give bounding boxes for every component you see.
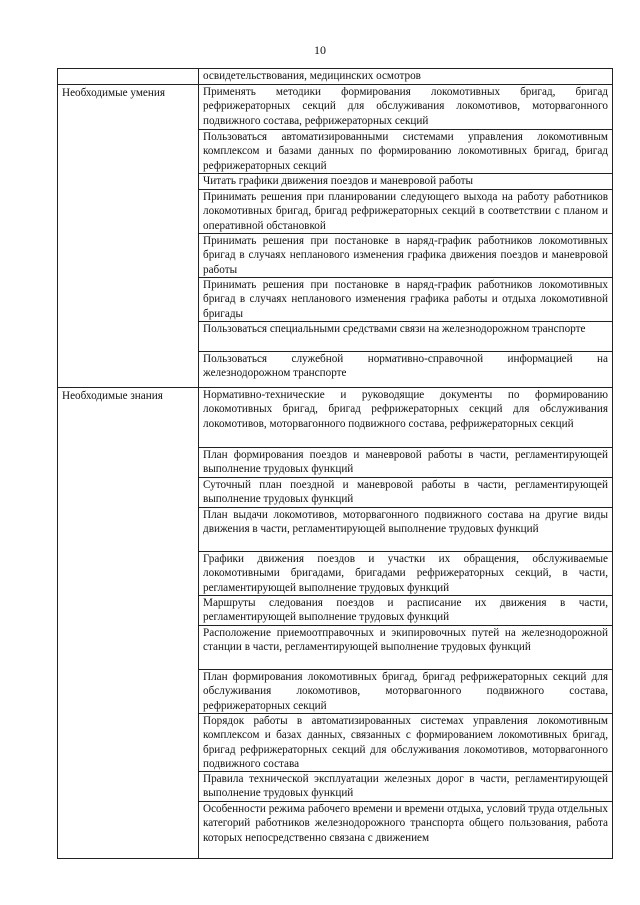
items-cell xyxy=(199,388,613,859)
list-item: Расположение приемоотправочных и экипировочных путей на железнодорожной станции в части, регламентирующей выполнение трудовых функций xyxy=(199,625,612,669)
list-item: Суточный план поездной и маневровой работы в части, регламентирующей выполнение трудовых функций xyxy=(199,477,612,507)
competency-table xyxy=(57,68,613,859)
table-row xyxy=(58,388,613,859)
page-number: 10 xyxy=(314,43,326,57)
items-cell xyxy=(199,69,613,85)
list-item: освидетельствования, медицинских осмотров xyxy=(203,70,421,82)
row-label: Необходимые знания xyxy=(58,388,199,859)
list-item: Нормативно-технические и руководящие документы по формированию локомотивных бригад, бригад рефрижераторных секций для обслуживания локомотивов, моторвагонного подвижного состава, рефрижераторных секций xyxy=(203,389,608,430)
list-item: Читать графики движения поездов и маневровой работы xyxy=(199,173,612,189)
list-item: Применять методики формирования локомотивных бригад, бригад рефрижераторных секций для обслуживания локомотивов, моторвагонного подвижного состава, рефрижераторных секций xyxy=(203,86,608,127)
list-item: Маршруты следования поездов и расписание их движения в части, регламентирующей выполнение трудовых функций xyxy=(199,595,612,625)
list-item: Принимать решения при постановке в наряд-график работников локомотивных бригад в случаях непланового изменения графика работы и отдыха локомотивной бригады xyxy=(199,277,612,321)
list-item: План формирования локомотивных бригад, бригад рефрижераторных секций для обслуживания локомотивов, моторвагонного подвижного состава, рефрижераторных секций xyxy=(199,669,612,713)
list-item: Принимать решения при постановке в наряд-график работников локомотивных бригад в случаях непланового изменения графика движения поездов и маневровой работы xyxy=(199,233,612,277)
list-item: Особенности режима рабочего времени и времени отдыха, условий труда отдельных категорий работников железнодорожного транспорта общего пользования, работа которых непосредственно связана с движением xyxy=(199,801,612,858)
items-cell xyxy=(199,85,613,388)
list-item: План формирования поездов и маневровой работы в части, регламентирующей выполнение трудовых функций xyxy=(199,447,612,477)
list-item: Пользоваться автоматизированными системами управления локомотивным комплексом и базами данных по формированию локомотивных бригад, бригад рефрижераторных секций xyxy=(199,129,612,173)
list-item: Принимать решения при планировании следующего выхода на работу работников локомотивных бригад, бригад рефрижераторных секций в соответствии с планом и оперативной обстановкой xyxy=(199,189,612,233)
table-row xyxy=(58,85,613,388)
list-item: План выдачи локомотивов, моторвагонного подвижного состава на другие виды движения в части, регламентирующей выполнение трудовых функций xyxy=(199,507,612,551)
list-item: Графики движения поездов и участки их обращения, обслуживаемые локомотивными бригадами, бригадами рефрижераторных секций, в части, регламентирующей выполнение трудовых функций xyxy=(199,551,612,595)
list-item: Правила технической эксплуатации железных дорог в части, регламентирующей выполнение трудовых функций xyxy=(199,771,612,801)
list-item: Пользоваться специальными средствами связи на железнодорожном транспорте xyxy=(199,321,612,351)
table-row xyxy=(58,69,613,85)
row-label xyxy=(58,69,199,85)
row-label: Необходимые умения xyxy=(58,85,199,388)
list-item: Пользоваться служебной нормативно-справочной информацией на железнодорожном транспорте xyxy=(199,351,612,382)
list-item: Порядок работы в автоматизированных системах управления локомотивным комплексом и базах данных, связанных с формированием локомотивных бригад, бригад рефрижераторных секций для обслуживания локомотивов, моторвагонного подвижного состава xyxy=(199,713,612,771)
